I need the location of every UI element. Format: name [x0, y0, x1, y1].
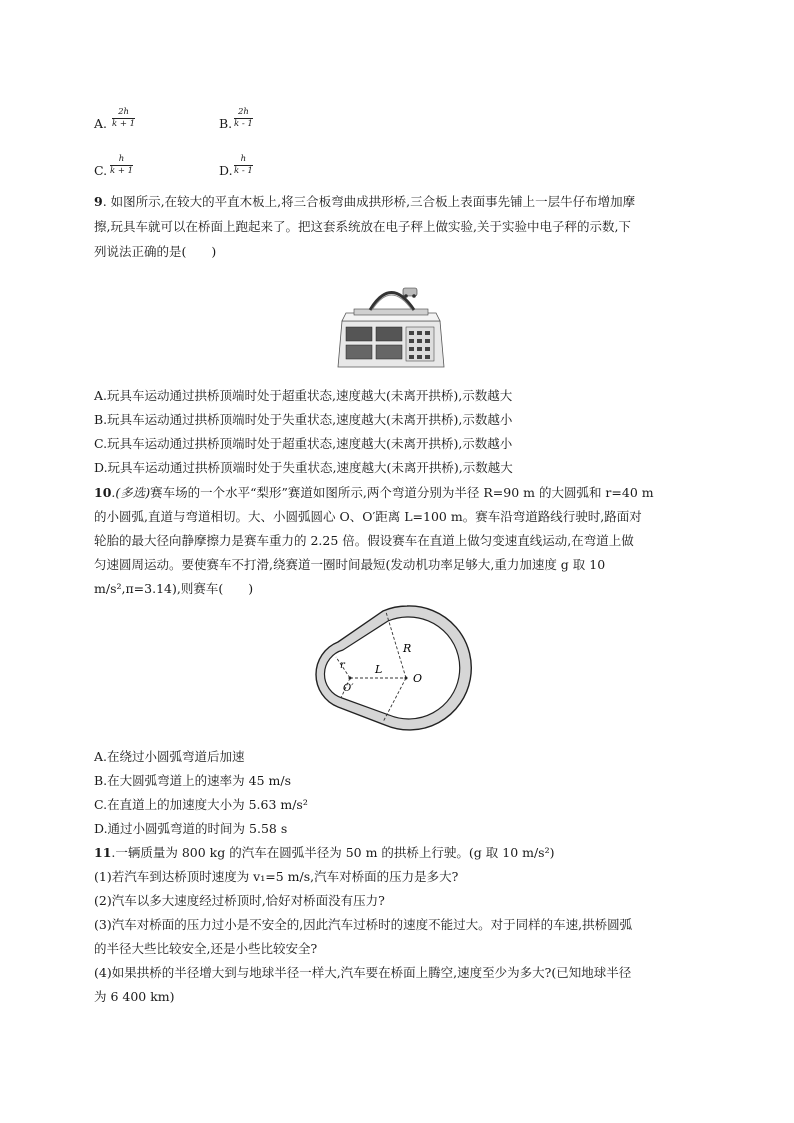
q11-stem: 11.一辆质量为 800 kg 的汽车在圆弧半径为 50 m 的拱桥上行驶。(g 取 10 m/s²): [94, 845, 555, 860]
q9-option-b: B.玩具车运动通过拱桥顶端时处于失重状态,速度越大(未离开拱桥),示数越小: [94, 412, 513, 427]
numerator: h: [240, 154, 247, 164]
fraction: [112, 107, 135, 130]
q9-option-d: D.玩具车运动通过拱桥顶端时处于失重状态,速度越大(未离开拱桥),示数越大: [94, 460, 513, 475]
q11-part-3-line-1: (3)汽车对桥面的压力过小是不安全的,因此汽车过桥时的速度不能过大。对于同样的车速,拱桥圆弧: [94, 917, 633, 932]
q9-option-a: A.玩具车运动通过拱桥顶端时处于超重状态,速度越大(未离开拱桥),示数越大: [94, 388, 513, 403]
q11-part-1: (1)若汽车到达桥顶时速度为 v₁=5 m/s,汽车对桥面的压力是多大?: [94, 869, 459, 884]
label-big-radius: R: [403, 642, 412, 655]
label-big-center: O: [413, 672, 423, 685]
q11-part-2: (2)汽车以多大速度经过桥顶时,恰好对桥面没有压力?: [94, 893, 385, 908]
option-label: D.: [219, 163, 233, 178]
q9-option-c: C.玩具车运动通过拱桥顶端时处于超重状态,速度越大(未离开拱桥),示数越小: [94, 436, 513, 451]
fraction: [234, 107, 253, 130]
q10-option-d: D.通过小圆弧弯道的时间为 5.58 s: [94, 821, 288, 836]
q11-part-4-line-2: 为 6 400 km): [94, 989, 175, 1004]
question-number: 9: [94, 194, 103, 209]
q11-part-4-line-1: (4)如果拱桥的半径增大到与地球半径一样大,汽车要在桥面上腾空,速度至少为多大?(已知地球半径: [94, 965, 632, 980]
q10-option-c: C.在直道上的加速度大小为 5.63 m/s²: [94, 797, 308, 812]
q10-stem-line-4: 匀速圆周运动。要使赛车不打滑,绕赛道一圈时间最短(发动机功率足够大,重力加速度 g 取 10: [94, 557, 606, 572]
q10-stem-line-5: m/s²,π=3.14),则赛车( ): [94, 581, 254, 596]
q10-option-a: A.在绕过小圆弧弯道后加速: [94, 749, 245, 764]
option-label: A.: [94, 116, 108, 131]
option-label: C.: [94, 163, 108, 178]
q9-stem-line-2: 擦,玩具车就可以在桥面上跑起来了。把这套系统放在电子秤上做实验,关于实验中电子秤的示数,下: [94, 219, 631, 234]
denominator: k + 1: [110, 166, 134, 176]
fraction: [234, 154, 253, 177]
race-track-figure: [310, 600, 482, 736]
denominator: k - 1: [234, 166, 253, 176]
option-label: B.: [219, 116, 233, 131]
multi-select-tag: .(多选): [111, 485, 151, 500]
q10-stem-line-1: 10.(多选)赛车场的一个水平“梨形”赛道如图所示,两个弯道分别为半径 R=90 m 的大圆弧和 r=40 m: [94, 485, 654, 500]
numerator: 2h: [237, 107, 249, 117]
q9-stem-line-3: 列说法正确的是( ): [94, 244, 217, 259]
question-number: 10: [94, 485, 112, 500]
label-small-radius: r: [340, 660, 345, 671]
denominator: k - 1: [234, 119, 253, 129]
numerator: h: [118, 154, 125, 164]
q11-part-3-line-2: 的半径大些比较安全,还是小些比较安全?: [94, 941, 318, 956]
electronic-scale-figure: [336, 283, 446, 375]
q9-stem-line-1: 9. 如图所示,在较大的平直木板上,将三合板弯曲成拱形桥,三合板上表面事先铺上一层牛仔布增加摩: [94, 194, 636, 209]
label-center-distance: L: [375, 663, 383, 676]
question-number: 11: [94, 845, 112, 860]
q10-option-b: B.在大圆弧弯道上的速率为 45 m/s: [94, 773, 291, 788]
q10-stem-line-2: 的小圆弧,直道与弯道相切。大、小圆弧圆心 O、O′距离 L=100 m。赛车沿弯道路线行驶时,路面对: [94, 509, 642, 524]
numerator: 2h: [118, 107, 129, 117]
label-small-center: O′: [343, 683, 354, 694]
q10-stem-line-3: 轮胎的最大径向静摩擦力是赛车重力的 2.25 倍。假设赛车在直道上做匀变速直线运动,在弯道上做: [94, 533, 634, 548]
fraction: [110, 154, 133, 177]
denominator: k + 1: [112, 119, 136, 129]
